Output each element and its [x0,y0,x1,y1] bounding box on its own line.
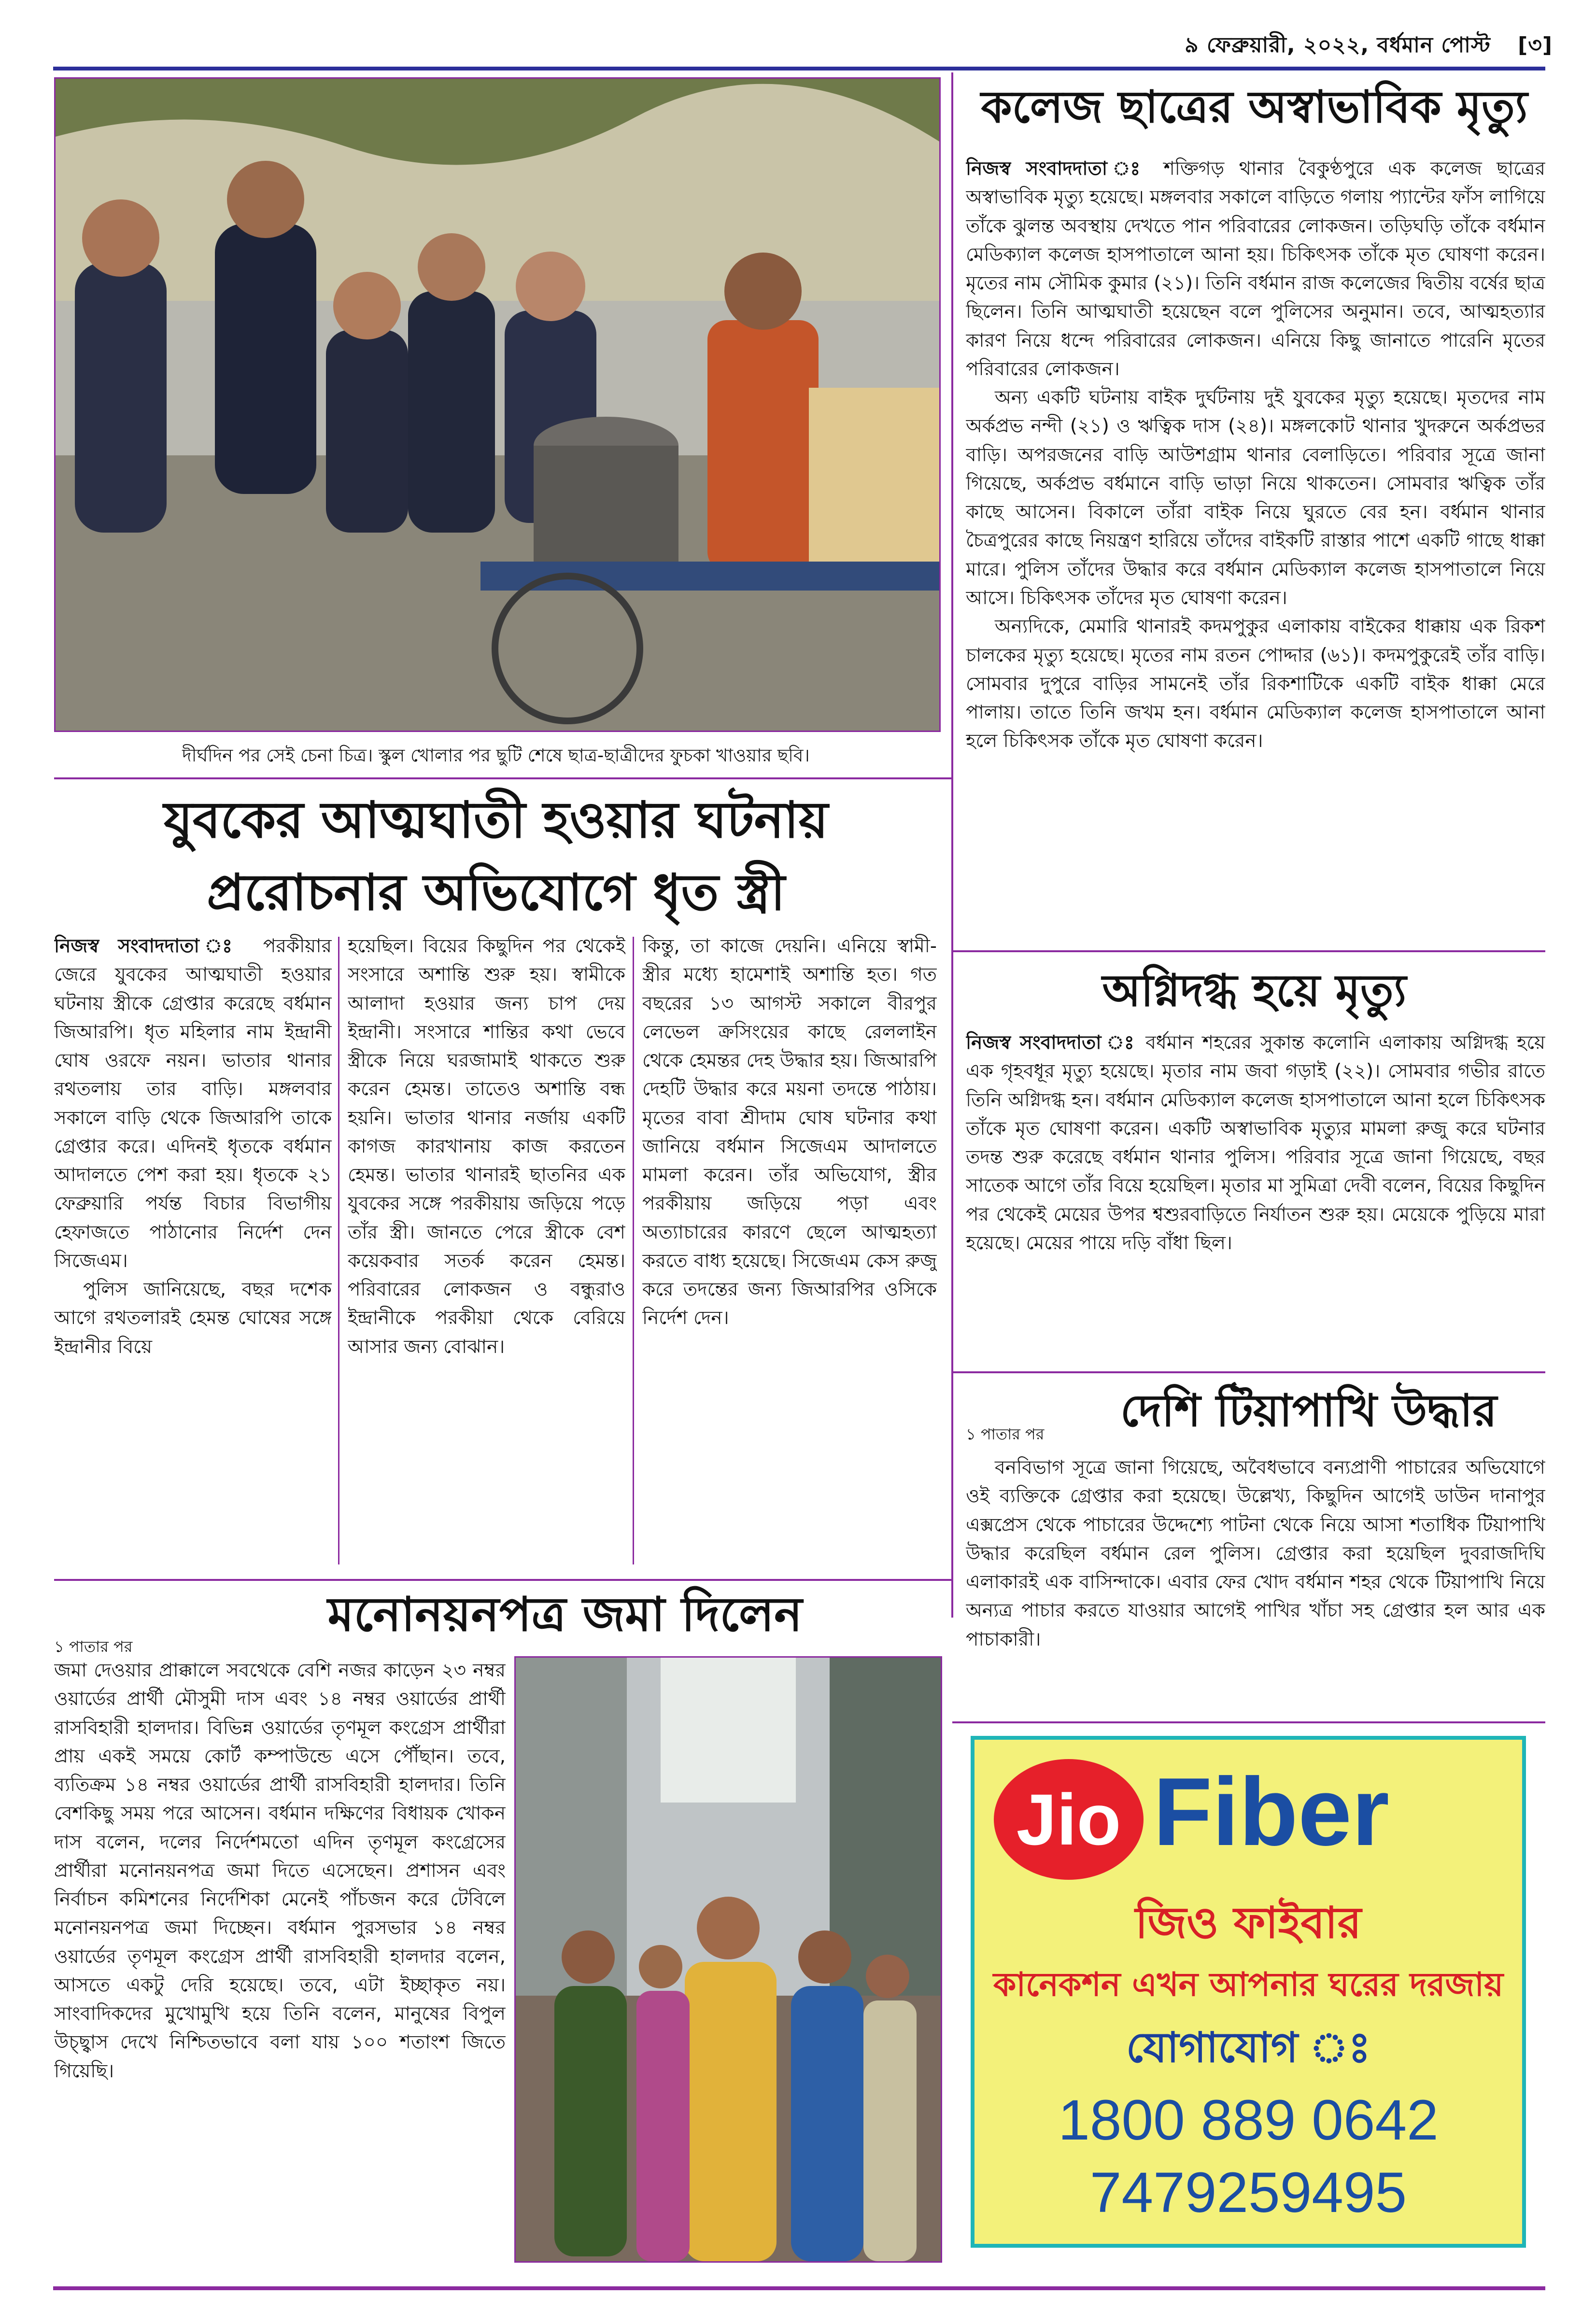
paragraph: জমা দেওয়ার প্রাক্কালে সবথেকে বেশি নজর কাড়েন ২৩ নম্বর ওয়ার্ডের প্রার্থী মৌসুমী দাস এবং ১৪ নম্বর ওয়ার্ডের প্রার্থী রাসবিহারী হালদার। বিভিন্ন ওয়ার্ডের তৃণমূল কংগ্রেস প্রার্থীরা প্রায় একই সময়ে কোর্ট কম্পাউন্ডে এসে পৌঁছান। তবে, ব্যতিক্রম ১৪ নম্বর ওয়ার্ডের প্রার্থী রাসবিহারী হালদার। তিনি বেশকিছু সময় পরে আসেন। বর্ধমান দক্ষিণের বিধায়ক খোকন দাস বলেন, দলের নির্দেশমতো এদিন তৃণমূল কংগ্রেসের প্রার্থীরা মনোনয়নপত্র জমা দিতে এসেছেন। প্রশাসন এবং নির্বাচন কমিশনের নির্দেশিকা মেনেই পাঁচজন করে টেবিলে মনোনয়নপত্র জমা দিচ্ছেন। বর্ধমান পুরসভার ১৪ নম্বর ওয়ার্ডের তৃণমূল কংগ্রেস প্রার্থী রাসবিহারী হালদার বলেন, আসতে একটু দেরি হয়েছে। তবে, এটা ইচ্ছাকৃত নয়। সাংবাদিকদের মুখোমুখি হয়ে তিনি বলেন, মানুষের বিপুল উচ্ছ্বাস দেখে নিশ্চিতভাবে বলা যায় ১০০ শতাংশ জিতে গিয়েছি। [54,1660,506,2082]
paragraph: শক্তিগড় থানার বৈকুণ্ঠপুরে এক কলেজ ছাত্রের অস্বাভাবিক মৃত্যু হয়েছে। মঙ্গলবার সকালে বাড়িতে গলায় প্যান্টের ফাঁস লাগিয়ে তাঁকে ঝুলন্ত অবস্থায় দেখতে পান পরিবারের লোকজন। তড়িঘড়ি তাঁকে বর্ধমান মেডিক্যাল কলেজ হাসপাতালে আনা হয়। চিকিৎসক তাঁকে মৃত ঘোষণা করেন। মৃতের নাম সৌমিক কুমার (২১)। তিনি বর্ধমান রাজ কলেজের দ্বিতীয় বর্ষের ছাত্র ছিলেন। তিনি আত্মঘাতী হয়েছেন বলে পুলিসের অনুমান। তবে, আত্মহত্যার কারণ নিয়ে ধন্দে পরিবারের লোকজন। এনিয়ে কিছু জানাতে পারেনি মৃতের পরিবারের লোকজন। [966,158,1545,380]
divider-under-caption [54,777,951,779]
advertisement-jio-fiber[interactable] [971,1736,1526,2248]
photo-caption: দীর্ঘদিন পর সেই চেনা চিত্র। স্কুল খোলার পর ছুটি শেষে ছাত্র-ছাত্রীদের ফুচকা খাওয়ার ছবি। [182,745,810,766]
photo-students-image [56,79,939,731]
headline-fire-death: অগ্নিদগ্ধ হয়ে মৃত্যু [1102,965,1407,1016]
article-fire-death [966,1028,1545,1362]
ad-title: জিও ফাইবার [1135,1898,1362,1948]
divider-college-fire [952,950,1545,952]
jio-logo: Jio [994,1759,1144,1880]
article-suicide-column-2 [348,932,625,1574]
bottom-rule [53,2286,1545,2290]
date-and-title: ৯ ফেব্রুয়ারী, ২০২২, বর্ধমান পোস্ট [1185,33,1491,57]
masthead-date-line [1185,29,1553,64]
divider-fire-parrot [952,1371,1545,1373]
paragraph: কিন্তু, তা কাজে দেয়নি। এনিয়ে স্বামী-স্ত্রীর মধ্যে হামেশাই অশান্তি হত। গত বছরের ১৩ আগস্ট সকালে বীরপুর লেভেল ক্রসিংয়ের কাছে রেললাইন থেকে হেমন্তর দেহ উদ্ধার হয়। জিআরপি দেহটি উদ্ধার করে ময়না তদন্তে পাঠায়। মৃতের বাবা শ্রীদাম ঘোষ ঘটনার কথা জানিয়ে বর্ধমান সিজেএম আদালতে মামলা করেন। তাঁর অভিযোগ, স্ত্রীর পরকীয়ায় জড়িয়ে পড়া এবং অত্যাচারের কারণে ছেলে আত্মহত্যা করতে বাধ্য হয়েছে। সিজেএম কেস রুজু করে তদন্তের জন্য জিআরপির ওসিকে নির্দেশ দেন। [642,935,937,1329]
article-college-student [966,155,1545,946]
headline-college-student: কলেজ ছাত্রের অস্বাভাবিক মৃত্যু [981,81,1528,133]
paragraph: পরকীয়ার জেরে যুবকের আত্মঘাতী হওয়ার ঘটনায় স্ত্রীকে গ্রেপ্তার করেছে বর্ধমান জিআরপি। ধৃত মহিলার নাম ইন্দ্রানী ঘোষ ওরফে নয়ন। ভাতার থানার রথতলায় তার বাড়ি। মঙ্গলবার সকালে বাড়ি থেকে জিআরপি তাকে গ্রেপ্তার করে। এদিনই ধৃতকে বর্ধমান আদালতে পেশ করা হয়। ধৃতকে ২১ ফেব্রুয়ারি পর্যন্ত বিচার বিভাগীয় হেফাজতে পাঠানোর নির্দেশ দেন সিজেএম। [54,935,332,1272]
article-parrot-rescue [966,1453,1545,1714]
article-suicide-column-3 [642,932,937,1574]
byline: নিজস্ব সংবাদদাতা ঃ [966,158,1149,180]
paragraph: অন্যদিকে, মেমারি থানারই কদমপুকুর এলাকায় বাইকের ধাক্কায় এক রিকশ চালকের মৃত্যু হয়েছে। মৃতের নাম রতন পোদ্দার (৬১)। কদমপুকুরেই তাঁর বাড়ি। সোমবার দুপুরে বাড়ির সামনেই তাঁর রিকশাটিকে একটি বাইক ধাক্কা মেরে পালায়। তাতে তিনি জখম হন। বর্ধমান মেডিক্যাল কলেজ হাসপাতালে আনা হলে চিকিৎসক তাঁকে মৃত ঘোষণা করেন। [966,616,1545,752]
headline-suicide-line1: যুবকের আত্মঘাতী হওয়ার ঘটনায় [163,790,829,849]
article-suicide-column-1 [54,932,332,1574]
column-rule [633,937,634,1564]
headline-parrot-rescue: দেশি টিয়াপাখি উদ্ধার [1120,1385,1497,1437]
page-number: [৩] [1518,33,1553,57]
byline: নিজস্ব সংবাদদাতা ঃ [54,935,245,957]
column-rule [338,937,339,1564]
photo-rally-image [516,1658,941,2261]
article-nomination [54,1656,506,2265]
paragraph: পুলিস জানিয়েছে, বছর দশেক আগে রথতলারই হেমন্ত ঘোষের সঙ্গে ইন্দ্রানীর বিয়ে [54,1279,332,1358]
ad-phone-mobile[interactable]: 7479259495 [1089,2161,1407,2225]
top-rule [53,67,1545,70]
divider-parrot-ad [952,1721,1545,1723]
byline: নিজস্ব সংবাদদাতা ঃ [966,1032,1137,1054]
continued-label: ১ পাতার পর [54,1637,133,1656]
ad-phone-tollfree[interactable]: 1800 889 0642 [1058,2088,1439,2152]
headline-suicide-line2: প্ররোচনার অভিযোগে ধৃত স্ত্রী [207,863,785,922]
paragraph: বর্ধমান শহরের সুকান্ত কলোনি এলাকায় অগ্নিদগ্ধ হয়ে এক গৃহবধূর মৃত্যু হয়েছে। মৃতার নাম জবা গড়াই (২২)। সোমবার গভীর রাতে তিনি অগ্নিদগ্ধ হন। বর্ধমান মেডিক্যাল কলেজ হাসপাতালে আনা হলে চিকিৎসক তাঁকে মৃত ঘোষণা করেন। একটি অস্বাভাবিক মৃত্যুর মামলা রুজু করে ঘটনার তদন্ত শুরু করেছে বর্ধমান থানার পুলিস। পরিবার সূত্রে জানা গিয়েছে, বছর সাতেক আগে তাঁর বিয়ে হয়েছিল। মৃতার মা সুমিত্রা দেবী বলেন, বিয়ের কিছুদিন পর থেকেই মেয়ের উপর শ্বশুরবাড়িতে নির্যাতন শুরু হয়। মেয়েকে পুড়িয়ে মারা হয়েছে। মেয়ের পায়ে দড়ি বাঁধা ছিল। [966,1032,1545,1254]
photo-nomination-rally [514,1656,942,2263]
paragraph: অন্য একটি ঘটনায় বাইক দুর্ঘটনায় দুই যুবকের মৃত্যু হয়েছে। মৃতদের নাম অর্কপ্রভ নন্দী (২১) ও ঋত্বিক দাস (২৪)। মঙ্গলকোট থানার খুদরুনে অর্কপ্রভর বাড়ি। অপরজনের বাড়ি আউশগ্রাম থানার বেলাড়িতে। পরিবার সূত্রে জানা গিয়েছে, অর্কপ্রভ বর্ধমানে বাড়ি ভাড়া নিয়ে থাকতেন। সোমবার ঋত্বিক তাঁর কাছে আসেন। বিকালে তাঁরা বাইক নিয়ে ঘুরতে বের হন। বর্ধমান থানার চৈত্রপুরের কাছে নিয়ন্ত্রণ হারিয়ে তাঁদের বাইকটি রাস্তার পাশে একটি গাছে ধাক্কা মারে। পুলিস তাঁদের উদ্ধার করে বর্ধমান মেডিক্যাল কলেজ হাসপাতালে নিয়ে আসে। চিকিৎসক তাঁদের মৃত ঘোষণা করেন। [966,387,1545,609]
headline-nomination: মনোনয়নপত্র জমা দিলেন [327,1587,803,1642]
photo-students-fuchka [54,77,941,732]
paragraph: বনবিভাগ সূত্রে জানা গিয়েছে, অবৈধভাবে বন্যপ্রাণী পাচারের অভিযোগে ওই ব্যক্তিকে গ্রেপ্তার করা হয়েছে। উল্লেখ্য, কিছুদিন আগেই ডাউন দানাপুর এক্সপ্রেস থেকে পাচারের উদ্দেশ্যে পাটনা থেকে নিয়ে আসা শতাধিক টিয়াপাখি উদ্ধার করেছিল বর্ধমান রেল পুলিস। গ্রেপ্তার করা হয়েছিল দুবরাজদিঘি এলাকারই এক বাসিন্দাকে। এবার ফের খোদ বর্ধমান শহর থেকে টিয়াপাখি নিয়ে অন্যত্র পাচার করতে যাওয়ার আগেই পাখির খাঁচা সহ গ্রেপ্তার হল আর এক পাচাকারী। [966,1457,1545,1650]
ad-tagline: কানেকশন এখন আপনার ঘরের দরজায় [993,1966,1504,2004]
fiber-logo-text: Fiber [1153,1758,1389,1866]
paragraph: হয়েছিল। বিয়ের কিছুদিন পর থেকেই সংসারে অশান্তি শুরু হয়। স্বামীকে আলাদা হওয়ার জন্য চাপ দেয় ইন্দ্রানী। সংসারে শান্তির কথা ভেবে স্ত্রীকে নিয়ে ঘরজামাই থাকতে শুরু করেন হেমন্ত। তাতেও অশান্তি বন্ধ হয়নি। ভাতার থানার নর্জায় একটি কাগজ কারখানায় কাজ করতেন হেমন্ত। ভাতার থানারই ছাতনির এক যুবকের সঙ্গে পরকীয়ায় জড়িয়ে পড়ে তাঁর স্ত্রী। জানতে পেরে স্ত্রীকে বেশ কয়েকবার সতর্ক করেন হেমন্ত। পরিবারের লোকজন ও বন্ধুরাও ইন্দ্রানীকে পরকীয়া থেকে বেরিয়ে আসার জন্য বোঝান। [348,935,625,1358]
ad-contact-label: যোগাযোগ ঃ [1126,2024,1371,2072]
continued-label: ১ পাতার পর [966,1425,1045,1443]
column-divider-main [951,72,953,1618]
divider-suicide-nomination [54,1579,951,1581]
